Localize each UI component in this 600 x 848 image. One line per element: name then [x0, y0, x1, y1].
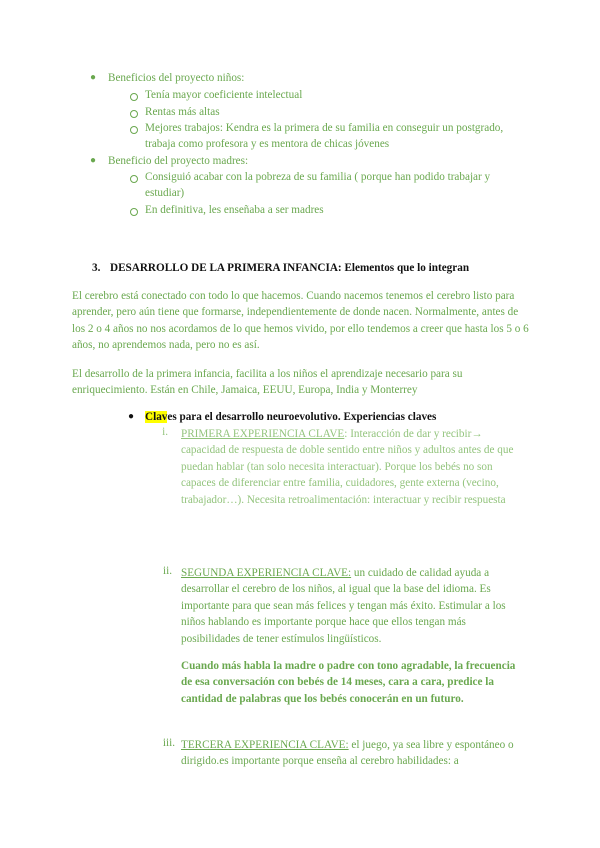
roman-numeral: ii. — [162, 565, 172, 577]
experience-title: SEGUNDA EXPERIENCIA CLAVE: — [181, 567, 352, 579]
experience-item — [181, 565, 521, 647]
roman-numeral: i. — [162, 426, 168, 438]
bullet-dot: ● — [90, 155, 97, 166]
claves-heading — [145, 409, 545, 425]
highlighted-text: Clav — [145, 411, 168, 423]
experience-title: TERCERA EXPERIENCIA CLAVE: — [181, 739, 349, 751]
bold-note: Cuando más habla la madre o padre con tono agradable, la frecuencia de esa conversación con bebés de 14 meses, cara a cara, predice la cantidad de palabras que los bebés conocerán en un futuro. — [181, 660, 516, 705]
experience-item — [181, 737, 526, 770]
experience-text: Interacción de dar y recibir→ capacidad de respuesta de doble sentido entre niños y adultos antes de que puedan hablar (tan solo necesita interactuar). Porque los bebés no son capaces de diferenciar entre familia, cuidadores, gente externa (vecino, trabajador…). Necesita retroalimentación: interactuar y recibir respuesta — [181, 428, 514, 506]
sub-list-item: Mejores trabajos: Kendra es la primera de su familia en conseguir un postgrado, trabaja como profesora y es mentora de chicas jóvenes — [145, 122, 504, 151]
sub-list-item: Tenía mayor coeficiente intelectual — [145, 89, 303, 101]
list-item: Beneficios del proyecto niños: — [108, 72, 245, 84]
section-number: 3. — [92, 262, 101, 274]
paragraph: El cerebro está conectado con todo lo que hacemos. Cuando nacemos tenemos el cerebro listo para aprender, pero aún tiene que formarse, independientemente de donde nacen. Normalmente, antes de los 2 o 4 años no nos acordamos de lo que hemos vivido, por ello tendemos a creer que hasta los 5 o 6 años, no aprendemos nada, pero no es así. — [72, 290, 529, 352]
separator: : — [344, 428, 351, 440]
experience-item — [181, 426, 521, 508]
circle-bullet-icon — [130, 175, 138, 183]
sub-list-item: Consiguió acabar con la pobreza de su familia ( porque han podido trabajar y estudiar) — [145, 171, 491, 200]
circle-bullet-icon — [130, 208, 138, 216]
circle-bullet-icon — [130, 93, 138, 101]
sub-list-item: Rentas más altas — [145, 106, 220, 118]
paragraph: El desarrollo de la primera infancia, facilita a los niños el aprendizaje necesario para su enriquecimiento. Están en Chile, Jamaica, EEUU, Europa, India y Monterrey — [72, 368, 463, 397]
bullet-dot: ● — [90, 72, 97, 83]
roman-numeral: iii. — [162, 737, 175, 749]
circle-bullet-icon — [130, 110, 138, 118]
section-heading: DESARROLLO DE LA PRIMERA INFANCIA: Elementos que lo integran — [110, 262, 470, 274]
experience-title: PRIMERA EXPERIENCIA CLAVE — [181, 428, 345, 440]
bullet-dot: ● — [128, 411, 135, 422]
experience-text: el juego, ya sea libre y espontáneo o dirigido.es importante porque enseña al cerebro habilidades: a — [181, 739, 514, 768]
list-item: Beneficio del proyecto madres: — [108, 155, 249, 167]
circle-bullet-icon — [130, 126, 138, 134]
claves-heading-rest: es para el desarrollo neuroevolutivo. Experiencias claves — [167, 411, 437, 423]
sub-list-item: En definitiva, les enseñaba a ser madres — [145, 204, 324, 216]
experience-text: un cuidado de calidad ayuda a desarrollar el cerebro de los niños, al igual que la base del idioma. Es importante para que sean más felices y tengan más éxito. Estimular a los niños hablando es importante porque hace que ellos tengan más posibilidades de tener estímulos lingüísticos. — [181, 567, 506, 645]
